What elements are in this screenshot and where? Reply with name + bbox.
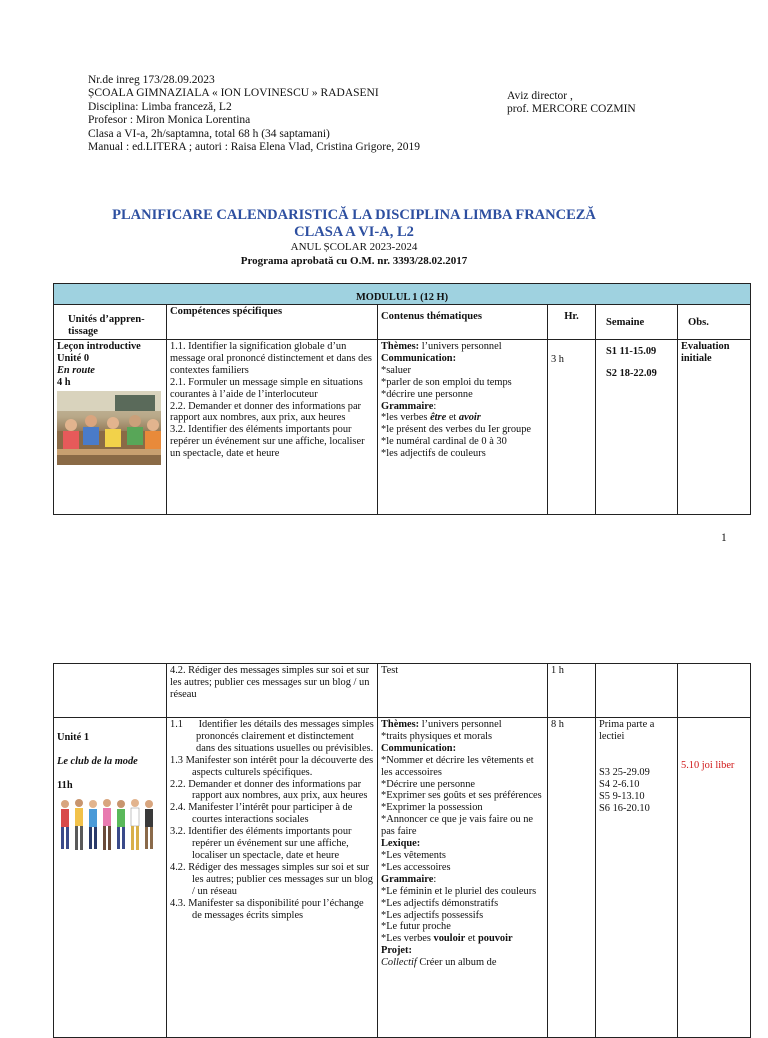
discipline: Disciplina: Limba franceză, L2 <box>88 100 232 113</box>
competence-item <box>170 898 374 922</box>
content-item: *Les verbes <box>381 933 434 945</box>
col-header-units: Unités d’appren-tissage <box>54 305 167 340</box>
grammar-label: Grammaire <box>381 873 434 885</box>
communication-label: Communication: <box>381 352 457 364</box>
competences-cell <box>167 340 378 515</box>
competence-number: 3.2. <box>170 826 186 838</box>
competence-number: 1.1 <box>170 719 183 730</box>
grammar-label: Grammaire <box>381 400 434 412</box>
col-header-week: Semaine <box>596 305 678 340</box>
competence-text: Identifier les détails des messages simples prononcés clairement et distinctement dans des situations usuelles ou prévisibles. <box>196 719 374 754</box>
unit-intro-label: Leçon introductive <box>57 341 141 352</box>
content-item: *Décrire une personne <box>381 778 476 790</box>
competence-item: 1.1. Identifier la signification globale d’un message oral prononcé distinctement et dans des contextes familiers <box>170 341 372 376</box>
competence-number: 4.2. <box>170 861 186 873</box>
obs-cell-empty <box>678 664 751 718</box>
content-item: *saluer <box>381 364 412 376</box>
obs-cell: 5.10 joi liber <box>678 718 751 1038</box>
week-item: S2 18-22.09 <box>606 367 657 379</box>
fashion-people-image <box>57 798 157 854</box>
hours-cell: 1 h <box>548 664 596 718</box>
week-note: Prima parte a lectiei <box>599 719 655 742</box>
unit-cell-empty <box>54 664 167 718</box>
week-item: S4 2-6.10 <box>599 778 640 790</box>
content-item: *Les adjectifs possessifs <box>381 909 484 921</box>
unit-title: En route <box>57 364 95 376</box>
project-type: Collectif <box>381 957 417 969</box>
week-item: S3 25-29.09 <box>599 766 650 778</box>
content-item: *parler de son emploi du temps <box>381 376 512 388</box>
project-label: Projet: <box>381 945 412 957</box>
verb-pouvoir: pouvoir <box>477 933 513 945</box>
contents-cell: Thèmes: l’univers personnel Communication: *saluer *parler de son emploi du temps *décrire une personne Grammaire: *les verbes être et avoir *le présent des verbes du Ier groupe *le numéral cardinal de 0 à 30 *les adjectifs de couleurs <box>378 340 548 515</box>
school-name: ȘCOALA GIMNAZIALA « ION LOVINESCU » RADASENI <box>88 87 379 100</box>
director-name: prof. MERCORE COZMIN <box>507 103 636 116</box>
class-title: CLASA A VI-A, L2 <box>294 224 414 240</box>
program-reference: Programa aprobată cu O.M. nr. 3393/28.02.2017 <box>240 255 468 267</box>
competence-item: 4.2. Rédiger des messages simples sur soi et sur les autres; publier ces messages sur un blog / un réseau <box>167 664 378 718</box>
communication-label: Communication: <box>381 742 457 754</box>
competence-item: 2.1. Formuler un message simple en situations courantes à l’aide de l’interlocuteur <box>170 376 363 400</box>
hours-cell: 8 h <box>548 718 596 1038</box>
content-item: *le numéral cardinal de 0 à 30 <box>381 436 507 448</box>
competence-text: Demander et donner des informations par rapport aux nombres, aux prix, aux heures <box>188 778 368 802</box>
document-title: PLANIFICARE CALENDARISTICĂ LA DISCIPLINA LIMBA FRANCEZĂ <box>112 207 596 223</box>
content-item: *les adjectifs de couleurs <box>381 448 486 460</box>
hours-cell: 3 h <box>548 340 596 515</box>
planning-table-2 <box>53 663 751 1038</box>
unit-number: Unité 1 <box>57 732 90 743</box>
competences-cell <box>167 718 378 1038</box>
page-number: 1 <box>721 532 727 544</box>
class-info: Clasa a VI-a, 2h/saptamna, total 68 h (34 saptamani) <box>88 127 330 140</box>
competence-item <box>170 802 374 826</box>
content-item: *Exprimer ses goûts et ses préférences <box>381 790 542 802</box>
content-item: *Exprimer la possession <box>381 802 483 814</box>
competence-text: Identifier des éléments importants pour repérer un événement sur une affiche, localiser un spectacle, date et heure <box>188 826 352 861</box>
week-cell-empty <box>596 664 678 718</box>
week-item: S1 11-15.09 <box>606 346 657 357</box>
competence-item: 3.2. Identifier des éléments importants pour repérer un événement sur une affiche, localiser un spectacle, date et heure <box>170 424 365 460</box>
classroom-photo <box>57 391 161 465</box>
col-header-hours: Hr. <box>548 305 596 340</box>
col-header-obs: Obs. <box>678 305 751 340</box>
competence-item <box>170 779 374 803</box>
content-item: et <box>465 933 478 945</box>
content-item: *Le féminin et le pluriel des couleurs <box>381 885 537 897</box>
competence-item <box>170 862 374 898</box>
week-item: S6 16-20.10 <box>599 802 650 814</box>
themes-text: l’univers personnel <box>419 719 502 730</box>
content-item: *Les accessoires <box>381 861 451 873</box>
themes-label: Thèmes: <box>381 719 420 730</box>
competence-item <box>170 755 374 779</box>
registration-number: Nr.de inreg 173/28.09.2023 <box>88 74 215 86</box>
project-text: Créer un album de <box>416 957 497 969</box>
content-item: *traits physiques et morals <box>381 730 493 742</box>
unit-hours: 11h <box>57 779 73 791</box>
competence-text: Manifester son intérêt pour la découverte des aspects culturels spécifiques. <box>185 754 374 778</box>
content-item: *les verbes <box>381 412 431 424</box>
content-item: *Les vêtements <box>381 849 446 861</box>
competence-text: Rédiger des messages simples sur soi et sur les autres; publier ces messages sur un blog / un réseau <box>188 861 373 897</box>
competence-item <box>170 826 374 862</box>
content-item: *le présent des verbes du Ier groupe <box>381 424 532 436</box>
competence-text: Manifester sa disponibilité pour l’échange de messages écrits simples <box>188 897 364 921</box>
verb-avoir: avoir <box>458 412 481 424</box>
themes-label: Thèmes: <box>381 341 420 352</box>
planning-table-1 <box>53 283 751 515</box>
unit-number: Unité 0 <box>57 352 90 364</box>
obs-cell: Evaluation initiale <box>678 340 751 515</box>
verb-vouloir: vouloir <box>433 933 466 945</box>
competence-number: 1.3 <box>170 754 183 766</box>
aviz-director: Aviz director , <box>507 90 573 102</box>
unit-cell <box>54 340 167 515</box>
unit-cell <box>54 718 167 1038</box>
content-item: *Nommer et décrire les vêtements et les accessoires <box>381 754 534 778</box>
competence-text: Manifester l’intérêt pour participer à de courtes interactions sociales <box>188 802 353 826</box>
competence-number: 4.3. <box>170 897 186 909</box>
module-header: MODULUL 1 (12 H) <box>54 284 751 305</box>
competence-number: 2.4. <box>170 802 186 814</box>
content-item: *Les adjectifs démonstratifs <box>381 897 499 909</box>
week-cell <box>596 718 678 1038</box>
teacher: Profesor : Miron Monica Lorentina <box>88 114 251 127</box>
verb-etre: être <box>430 412 447 424</box>
competence-item: 2.2. Demander et donner des informations par rapport aux nombres, aux prix, aux heures <box>170 400 362 424</box>
competence-number: 2.2. <box>170 778 186 790</box>
competence-item <box>170 719 374 755</box>
header-right <box>507 90 636 117</box>
test-cell: Test <box>378 664 548 718</box>
content-item: *décrire une personne <box>381 388 473 400</box>
themes-text: l’univers personnel <box>419 341 502 352</box>
week-cell <box>596 340 678 515</box>
content-item: *Annoncer ce que je vais faire ou ne pas faire <box>381 814 534 838</box>
lexique-label: Lexique: <box>381 838 421 850</box>
contents-cell: Thèmes: l’univers personnel *traits physiques et morals Communication: *Nommer et décrire les vêtements et les accessoires *Décrire une personne *Exprimer ses goûts et ses préférences *Exprimer la possession *Annoncer ce que je vais faire ou ne pas faire Lexique: *Les vêtements *Les accessoires Grammaire: *Le féminin et le pluriel des couleurs *Les adjectifs démonstratifs *Les adjectifs possessifs *Le futur proche *Les verbes vouloir et pouvoir Projet: Collectif Créer un album de <box>378 718 548 1038</box>
col-header-contents: Contenus thématiques <box>378 305 548 340</box>
content-item: et <box>446 412 459 424</box>
school-year: ANUL ȘCOLAR 2023-2024 <box>290 241 418 253</box>
content-item: *Le futur proche <box>381 921 451 933</box>
week-item: S5 9-13.10 <box>599 790 645 802</box>
unit-title: Le club de la mode <box>57 755 138 767</box>
unit-hours: 4 h <box>57 376 71 388</box>
header-left <box>88 74 420 154</box>
col-header-competences: Compétences spécifiques <box>167 305 378 340</box>
manual-info: Manual : ed.LITERA ; autori : Raisa Elena Vlad, Cristina Grigore, 2019 <box>88 141 420 154</box>
